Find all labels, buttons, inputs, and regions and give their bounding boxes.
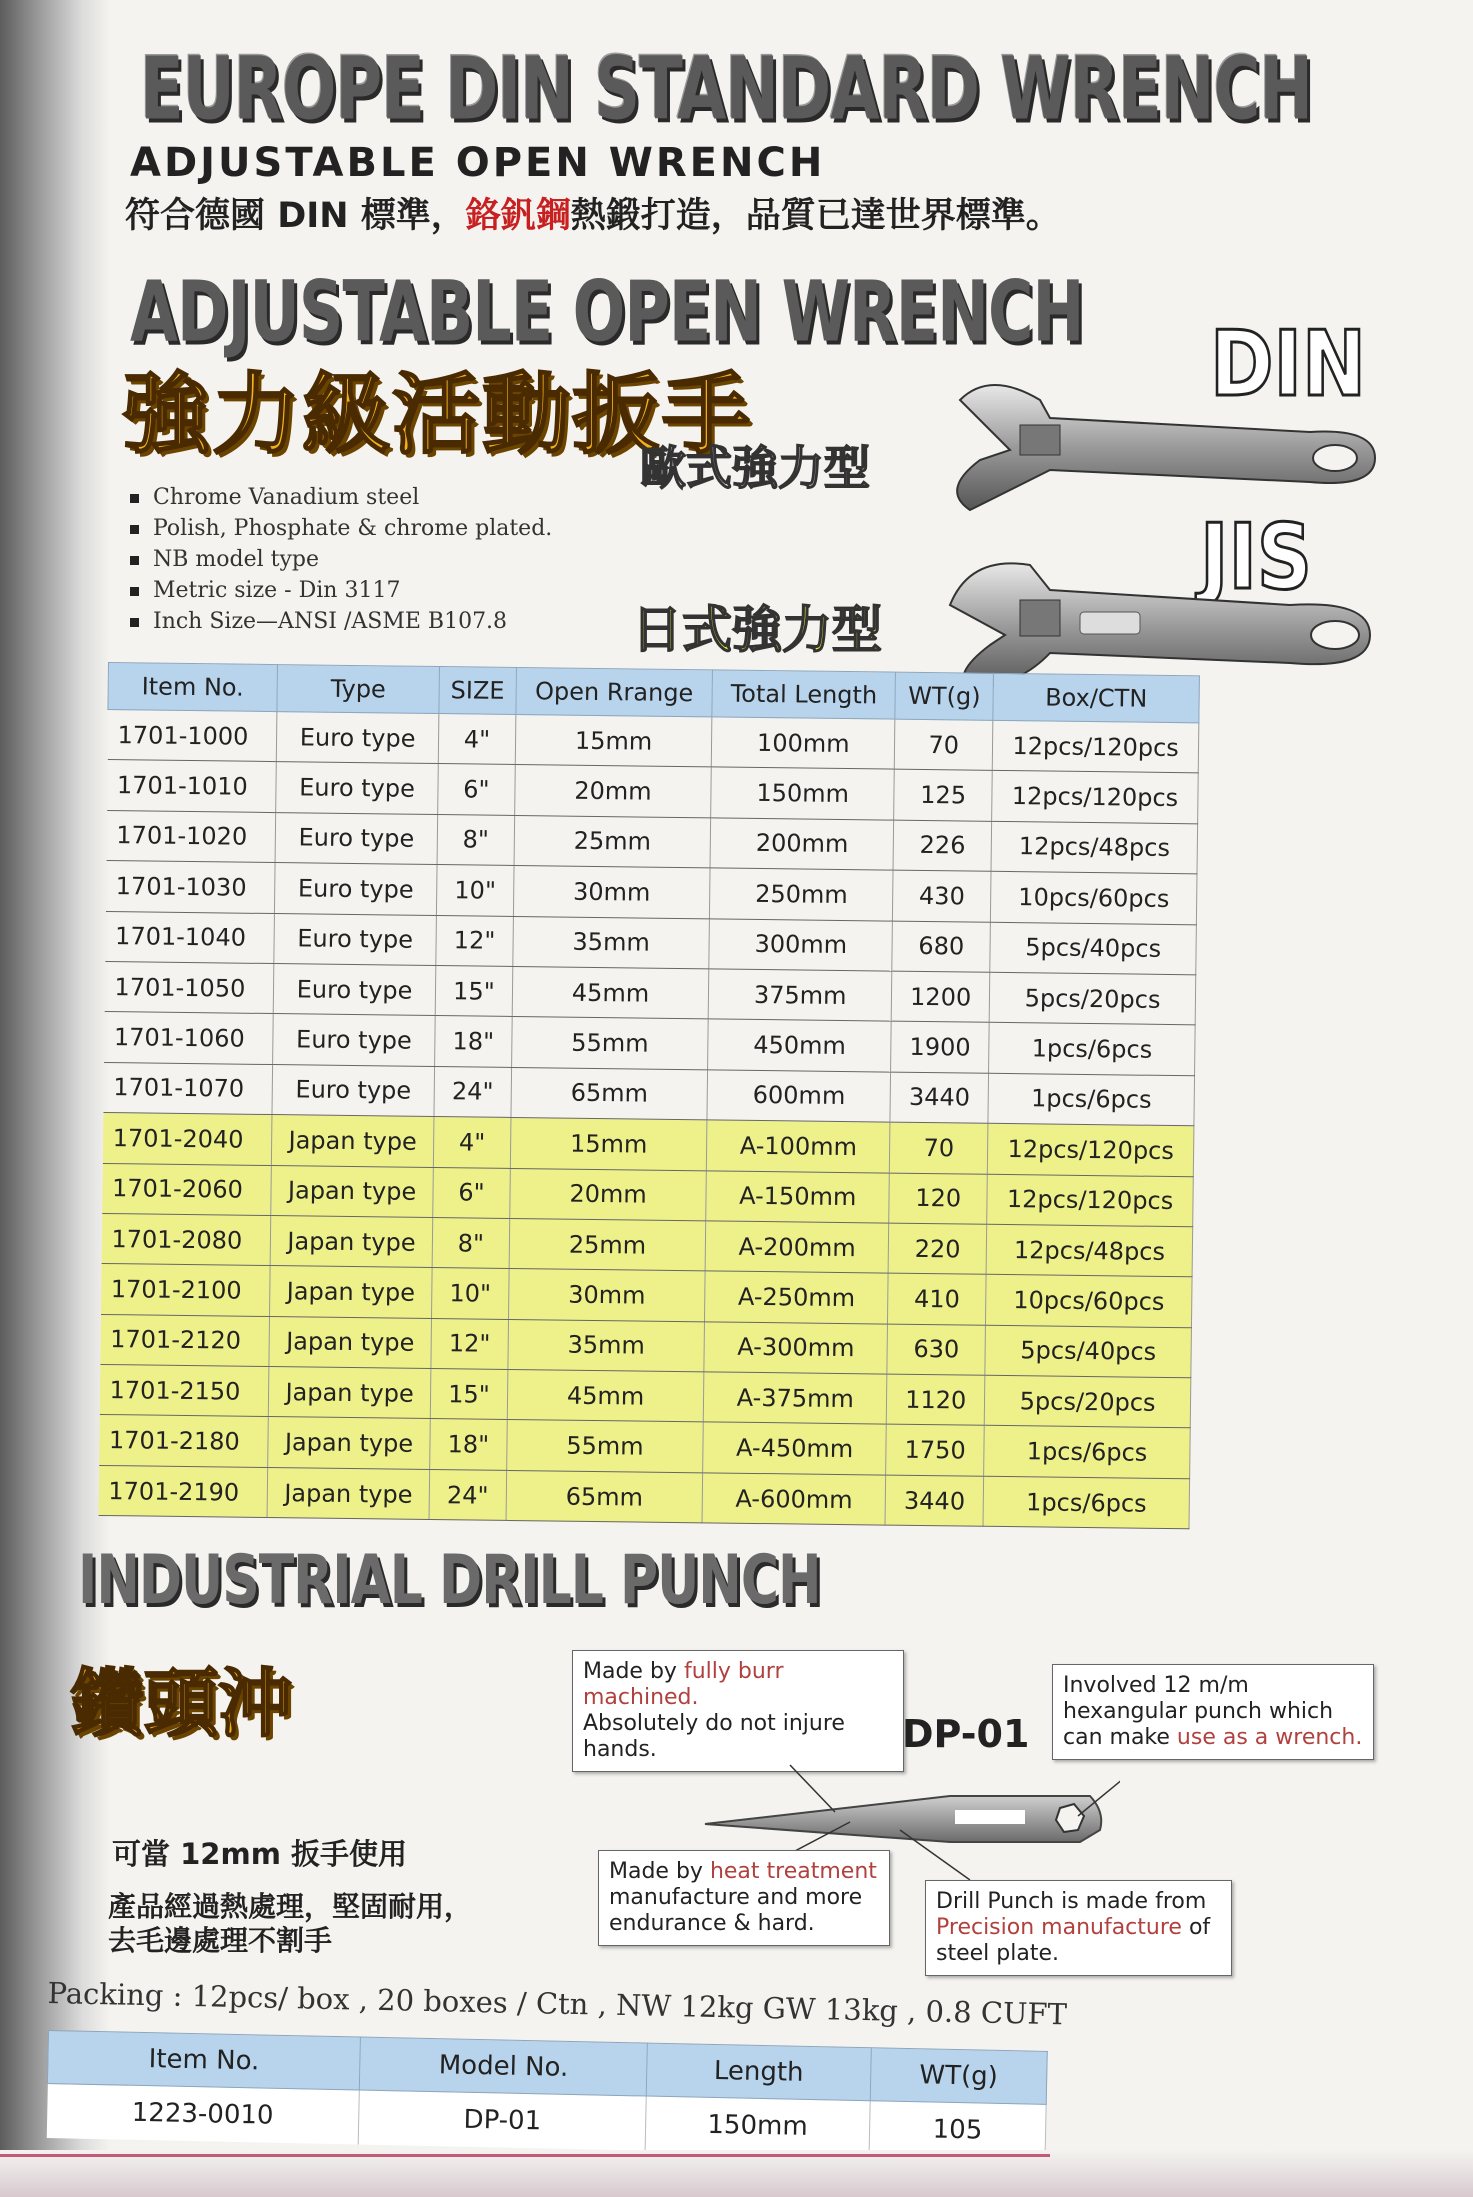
cell-weight: 70 (890, 1122, 989, 1174)
cell-length: 150mm (645, 2096, 870, 2155)
drill-punch-chinese-title: 鑽頭沖 (70, 1661, 292, 1747)
col-weight: WT(g) (895, 672, 994, 720)
cell-item-no: 1701-2120 (100, 1314, 270, 1366)
col-weight: WT(g) (870, 2048, 1047, 2105)
cell-total-length: 250mm (710, 868, 894, 921)
cell-total-length: A-250mm (705, 1271, 889, 1324)
feature-item: Inch Size—ANSI /ASME B107.8 (130, 606, 552, 637)
cell-open-range: 30mm (513, 866, 710, 919)
cell-open-range: 25mm (509, 1218, 706, 1271)
cell-type: Japan type (270, 1266, 433, 1318)
chinese-intro-line: 符合德國 DIN 標準，鉻釩鋼熱鍛打造，品質已達世界標準。 (125, 196, 1061, 236)
cell-open-range: 55mm (511, 1017, 708, 1070)
europe-din-heading: EUROPE DIN STANDARD WRENCH (140, 40, 1312, 140)
cell-size: 4" (433, 1117, 510, 1168)
col-size: SIZE (439, 667, 516, 715)
cell-type: Euro type (275, 812, 438, 864)
cell-open-range: 15mm (510, 1118, 707, 1171)
col-total-length: Total Length (712, 670, 896, 719)
heat-treatment-chinese-text: 產品經過熱處理，堅固耐用， 去毛邊處理不割手 (108, 1890, 473, 1957)
cell-box-ctn: 1pcs/6pcs (983, 1476, 1189, 1529)
feature-item: Chrome Vanadium steel (130, 482, 552, 513)
cell-size: 15" (430, 1369, 507, 1420)
col-length: Length (646, 2043, 871, 2101)
cell-type: Euro type (276, 762, 439, 814)
cell-type: Euro type (273, 1014, 436, 1066)
use-as-12mm-wrench-text: 可當 12mm 扳手使用 (112, 1837, 408, 1871)
cell-size: 8" (432, 1217, 509, 1268)
euro-wrench-image (930, 370, 1380, 520)
cell-weight: 125 (894, 770, 993, 822)
col-open-range: Open Rrange (516, 667, 713, 716)
cell-open-range: 45mm (507, 1370, 704, 1423)
cell-type: Euro type (273, 964, 436, 1016)
cell-box-ctn: 1pcs/6pcs (984, 1426, 1190, 1479)
cell-type: Japan type (270, 1215, 433, 1267)
cell-size: 8" (437, 814, 514, 865)
cell-total-length: 200mm (710, 818, 894, 871)
drill-punch-table (46, 2030, 1048, 2159)
cell-open-range: 20mm (510, 1168, 707, 1221)
feature-list (130, 482, 552, 637)
callout-hex-punch: Involved 12 m/m hexangular punch which can make use as a wrench. (1052, 1664, 1374, 1760)
cell-weight: 1900 (891, 1021, 990, 1073)
page-binding-shadow (0, 0, 110, 2197)
cell-open-range: 55mm (506, 1420, 703, 1473)
cell-type: Japan type (268, 1367, 431, 1419)
cell-open-range: 25mm (514, 815, 711, 868)
cell-open-range: 65mm (506, 1470, 703, 1523)
cell-type: Japan type (271, 1165, 434, 1217)
cell-type: Japan type (269, 1316, 432, 1368)
drill-model-label: DP-01 (902, 1712, 1030, 1756)
cell-box-ctn: 12pcs/48pcs (986, 1224, 1192, 1277)
cell-open-range: 35mm (513, 916, 710, 969)
cell-box-ctn: 1pcs/6pcs (989, 1023, 1195, 1076)
cell-item-no: 1701-1000 (107, 710, 277, 762)
cell-size: 24" (429, 1469, 506, 1520)
cell-total-length: A-300mm (704, 1322, 888, 1375)
cell-type: Euro type (276, 712, 439, 764)
cell-type: Euro type (274, 913, 437, 965)
cell-box-ctn: 1pcs/6pcs (988, 1073, 1194, 1126)
cell-box-ctn: 12pcs/120pcs (992, 771, 1198, 824)
cell-weight: 630 (887, 1324, 986, 1376)
cell-size: 15" (435, 965, 512, 1016)
euro-type-label: 歐式強力型 (640, 441, 870, 495)
cell-type: Japan type (267, 1467, 430, 1519)
feature-item: Metric size - Din 3117 (130, 575, 552, 606)
cell-item-no: 1701-2150 (99, 1365, 269, 1417)
feature-item: NB model type (130, 544, 552, 575)
cell-size: 18" (430, 1419, 507, 1470)
page-bottom-rule (0, 2154, 1050, 2157)
col-box-ctn: Box/CTN (993, 673, 1199, 723)
cell-type: Euro type (274, 863, 437, 915)
cell-item-no: 1701-1010 (107, 760, 277, 812)
cell-total-length: 450mm (708, 1019, 892, 1072)
adjustable-wrench-heading: ADJUSTABLE OPEN WRENCH (130, 262, 1084, 361)
cell-item-no: 1701-1050 (104, 961, 274, 1013)
cell-item-no: 1701-1040 (105, 911, 275, 963)
packing-info: Packing : 12pcs/ box , 20 boxes / Ctn , NW 12kg GW 13kg , 0.8 CUFT (47, 1976, 1068, 2032)
cell-open-range: 35mm (508, 1319, 705, 1372)
col-item-no: Item No. (47, 2031, 360, 2091)
cell-weight: 680 (892, 921, 991, 973)
cell-type: Euro type (272, 1064, 435, 1116)
cell-box-ctn: 5pcs/20pcs (989, 972, 1195, 1025)
cell-item-no: 1701-2040 (102, 1113, 272, 1165)
cell-model-no: DP-01 (358, 2090, 646, 2150)
cell-open-range: 20mm (514, 765, 711, 818)
cell-open-range: 30mm (508, 1269, 705, 1322)
col-type: Type (277, 665, 440, 714)
cell-size: 18" (435, 1016, 512, 1067)
cell-open-range: 15mm (515, 714, 712, 767)
cell-box-ctn: 12pcs/120pcs (992, 720, 1198, 773)
cell-total-length: 100mm (712, 717, 896, 770)
cell-weight: 226 (893, 820, 992, 872)
cell-box-ctn: 12pcs/48pcs (991, 821, 1197, 874)
cell-size: 10" (432, 1268, 509, 1319)
cell-weight: 70 (894, 719, 993, 771)
drill-punch-heading: INDUSTRIAL DRILL PUNCH (78, 1542, 821, 1620)
cell-open-range: 45mm (512, 966, 709, 1019)
cell-weight: 120 (889, 1173, 988, 1225)
col-item-no: Item No. (108, 663, 278, 712)
cell-item-no: 1701-2060 (102, 1163, 272, 1215)
cell-total-length: A-450mm (703, 1422, 887, 1475)
adjustable-subheading: ADJUSTABLE OPEN WRENCH (130, 140, 826, 186)
cell-weight: 220 (888, 1223, 987, 1275)
cell-total-length: A-375mm (704, 1372, 888, 1425)
cell-total-length: A-100mm (707, 1120, 891, 1173)
callout-burr: Made by fully burr machined. Absolutely do not injure hands. (572, 1650, 904, 1772)
cell-item-no: 1701-1070 (103, 1062, 273, 1114)
cell-total-length: 300mm (709, 918, 893, 971)
japan-type-label: 日式強力型 (632, 601, 882, 659)
cell-weight: 1120 (886, 1374, 985, 1426)
chinese-wrench-title: 強力級活動扳手 (122, 363, 753, 466)
cell-item-no: 1701-2180 (99, 1415, 269, 1467)
cell-weight: 430 (893, 870, 992, 922)
cell-size: 12" (431, 1318, 508, 1369)
cell-item-no: 1701-2190 (98, 1465, 268, 1517)
cell-item-no: 1701-1030 (105, 861, 275, 913)
cell-box-ctn: 12pcs/120pcs (988, 1123, 1194, 1176)
cell-size: 6" (433, 1167, 510, 1218)
page-bottom-edge (0, 2150, 1473, 2197)
cell-box-ctn: 5pcs/40pcs (985, 1325, 1191, 1378)
cell-box-ctn: 5pcs/20pcs (984, 1375, 1190, 1428)
cell-weight: 1750 (886, 1425, 985, 1477)
cell-total-length: A-600mm (702, 1473, 886, 1526)
cell-item-no: 1701-2080 (101, 1213, 271, 1265)
cell-size: 10" (436, 865, 513, 916)
cell-weight: 105 (869, 2101, 1046, 2159)
wrench-spec-table (98, 662, 1200, 1530)
cell-size: 6" (438, 764, 515, 815)
cell-box-ctn: 12pcs/120pcs (987, 1174, 1193, 1227)
cell-item-no: 1223-0010 (46, 2083, 359, 2144)
cell-weight: 410 (888, 1273, 987, 1325)
cell-box-ctn: 5pcs/40pcs (990, 922, 1196, 975)
cell-size: 24" (434, 1066, 511, 1117)
cell-weight: 3440 (885, 1475, 984, 1527)
din-logo: DIN (1210, 312, 1366, 417)
cell-box-ctn: 10pcs/60pcs (986, 1275, 1192, 1328)
feature-item: Polish, Phosphate & chrome plated. (130, 513, 552, 544)
cell-item-no: 1701-1020 (106, 810, 276, 862)
cell-total-length: 375mm (708, 969, 892, 1022)
cell-total-length: A-200mm (705, 1221, 889, 1274)
col-model-no: Model No. (360, 2037, 648, 2096)
cell-size: 12" (436, 915, 513, 966)
cell-type: Japan type (268, 1417, 431, 1469)
cell-total-length: A-150mm (706, 1170, 890, 1223)
cell-size: 4" (438, 714, 515, 765)
jis-logo: JIS (1200, 505, 1313, 610)
cell-weight: 3440 (890, 1072, 989, 1124)
cell-weight: 1200 (891, 971, 990, 1023)
cell-box-ctn: 10pcs/60pcs (991, 871, 1197, 924)
callout-heat-treatment: Made by heat treatment manufacture and more endurance & hard. (598, 1850, 890, 1946)
cell-item-no: 1701-1060 (104, 1012, 274, 1064)
cell-open-range: 65mm (511, 1067, 708, 1120)
cell-type: Japan type (271, 1115, 434, 1167)
cell-item-no: 1701-2100 (101, 1264, 271, 1316)
callout-precision-plate: Drill Punch is made from Precision manufacture of steel plate. (925, 1880, 1232, 1976)
cell-total-length: 600mm (707, 1070, 891, 1123)
cell-total-length: 150mm (711, 767, 895, 820)
